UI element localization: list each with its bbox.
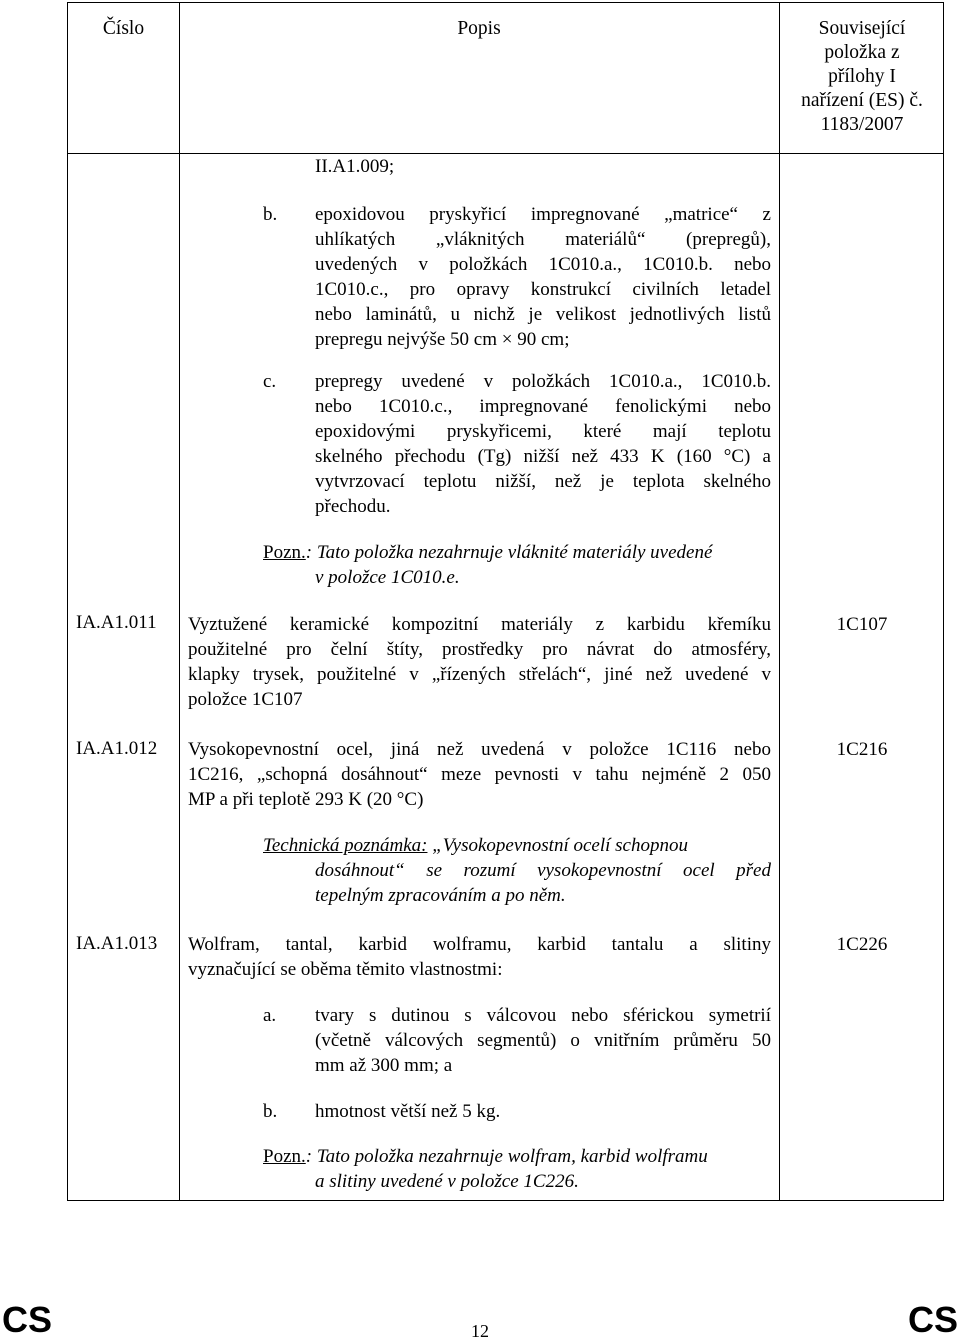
row-number: IA.A1.011 [76,612,157,633]
item-a-label: a. [263,1005,277,1026]
related-item: 1C226 [836,934,888,955]
continuation-line: II.A1.009; [315,156,395,177]
item-b-line: prepregu nejvýše 50 cm × 90 cm; [315,329,570,350]
row-number: IA.A1.013 [76,933,158,954]
item-b-line: epoxidovou pryskyřicí impregnované „matrice“ z [315,204,771,225]
item-a-line: (včetně válcových segmentů) o vnitřním průměru 50 [315,1030,771,1051]
item-b-label: b. [263,1101,278,1122]
item-b-line: nebo laminátů, u nichž je velikost jednotlivých listů [315,304,771,325]
item-c-line: prepregy uvedené v položkách 1C010.a., 1C010.b. [315,371,771,392]
row-text-line: vyznačující se oběma těmito vlastnostmi: [188,959,503,980]
item-c-line: skelného přechodu (Tg) nižší než 433 K (160 °C) a [315,446,771,467]
related-item: 1C216 [836,739,888,760]
item-b-text: hmotnost větší než 5 kg. [315,1101,501,1122]
item-c-line: přechodu. [315,496,391,517]
note-line: a slitiny uvedené v položce 1C226. [315,1171,579,1192]
item-c-line: nebo 1C010.c., impregnované fenolickými nebo [315,396,771,417]
header-description: Popis [457,18,501,39]
row-text-line: Vysokopevnostní ocel, jiná než uvedená v položce 1C116 nebo [188,739,771,760]
column-divider [179,3,180,1200]
technical-note: Technická poznámka: „Vysokopevnostní ocelí schopnou [263,835,688,856]
related-item: 1C107 [836,614,888,635]
footer-language-right: CS [907,1299,958,1340]
page-number: 12 [471,1321,489,1341]
row-text-line: Vyztužené keramické kompozitní materiály z karbidu křemíku [188,614,771,635]
row-text-line: použitelné pro čelní štíty, prostředky pro návrat do atmosféry, [188,639,771,660]
row-number: IA.A1.012 [76,738,158,759]
note: Pozn.: Tato položka nezahrnuje wolfram, karbid wolframu [263,1146,708,1167]
item-b-line: uvedených v položkách 1C010.a., 1C010.b. nebo [315,254,771,275]
row-text-line: 1C216, „schopná dosáhnout“ meze pevnosti v tahu nejméně 2 050 [188,764,771,785]
note-line: v položce 1C010.e. [315,567,460,588]
column-divider [779,3,780,1200]
item-c-line: vytvrzovací teplotu nižší, než je teplota skelného [315,471,771,492]
regulation-table [67,2,944,1201]
row-text-line: položce 1C107 [188,689,303,710]
row-text-line: klapky trysek, použitelné v „řízených střelách“, jiné než uvedené v [188,664,771,685]
item-a-line: tvary s dutinou s válcovou nebo sférickou symetrií [315,1005,771,1026]
header-number: Číslo [102,18,145,39]
row-text-line: MP a při teplotě 293 K (20 °C) [188,789,424,810]
item-c-label: c. [263,371,277,392]
technical-note-line: tepelným zpracováním a po něm. [315,885,566,906]
item-b-line: 1C010.c., pro opravy konstrukcí civilních letadel [315,279,771,300]
header-divider [68,153,943,154]
note: Pozn.: Tato položka nezahrnuje vláknité materiály uvedené [263,542,713,563]
header-related: Související položka z přílohy I nařízení (ES) č. 1183/2007 [801,18,923,135]
item-a-line: mm až 300 mm; a [315,1055,453,1076]
technical-note-line: dosáhnout“ se rozumí vysokopevnostní ocel před [315,860,771,881]
item-c-line: epoxidovými pryskyřicemi, které mají teplotu [315,421,771,442]
item-b-line: uhlíkatých „vláknitých materiálů“ (prepregů), [315,229,771,250]
item-b-label: b. [263,204,278,225]
footer-language-left: CS [2,1299,53,1340]
row-text-line: Wolfram, tantal, karbid wolframu, karbid tantalu a slitiny [188,934,771,955]
